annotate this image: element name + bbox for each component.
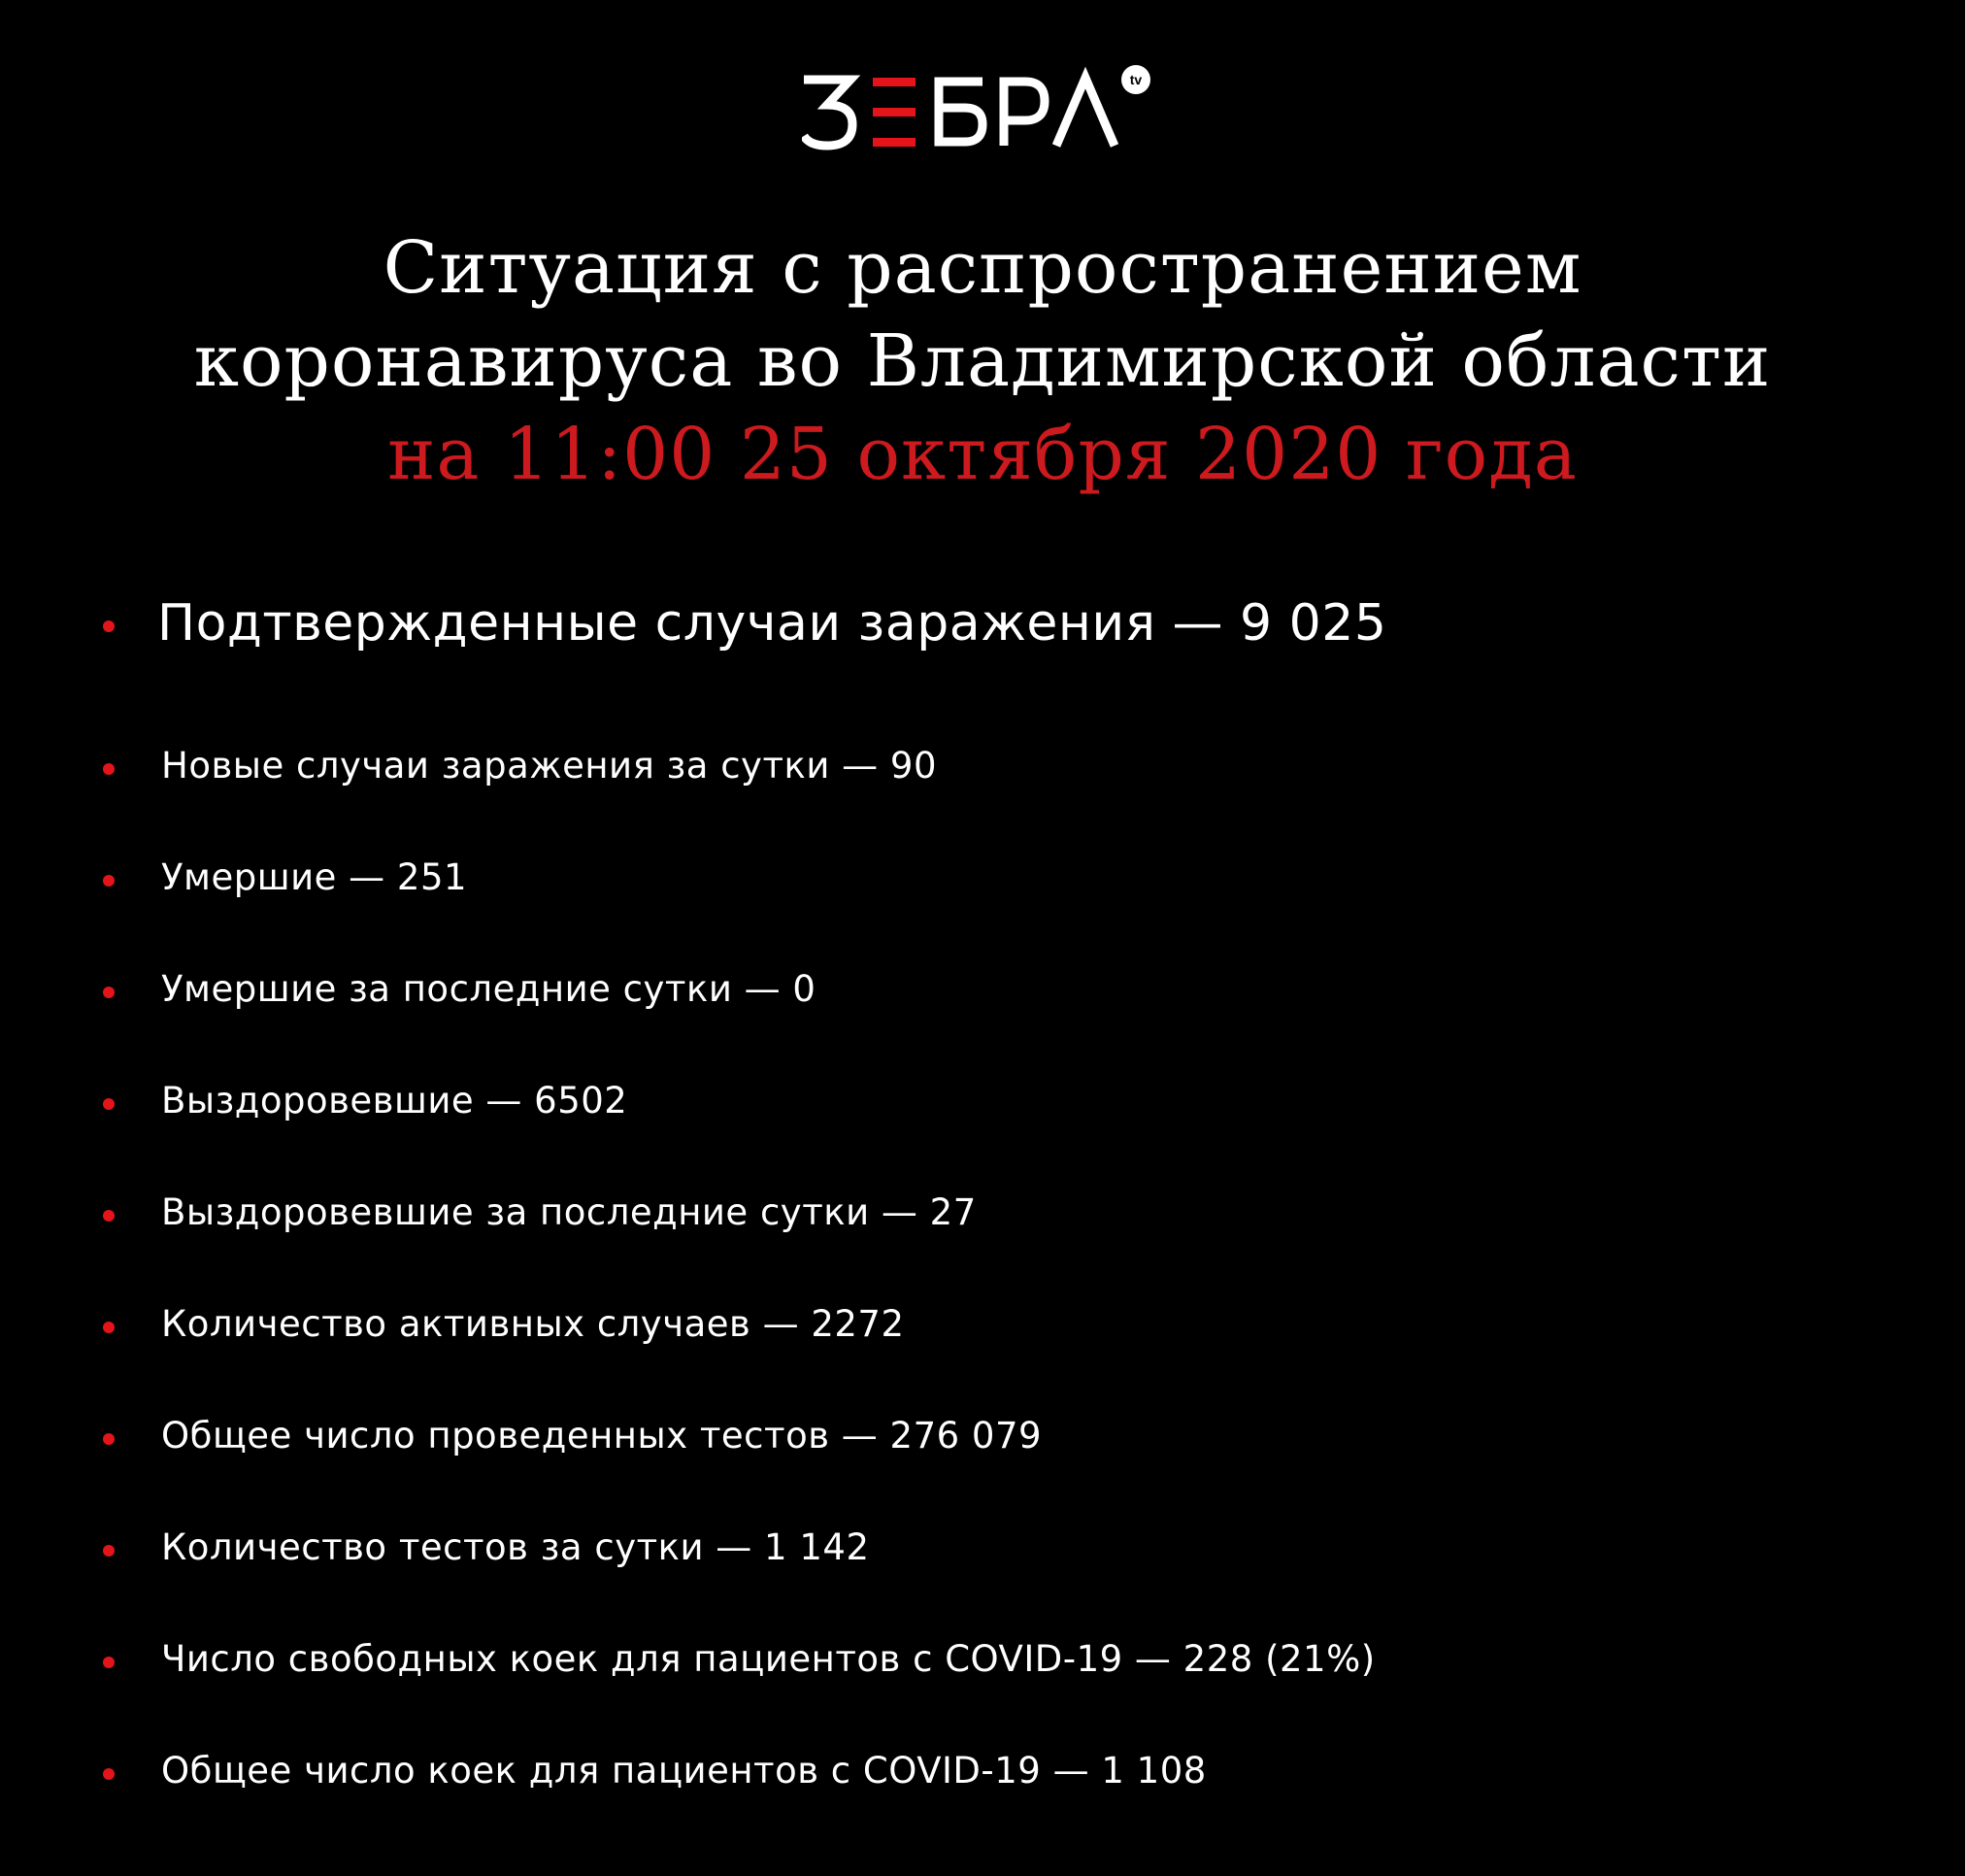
stat-total-tests: Общее число проведенных тестов — 276 079 [161, 1415, 1043, 1457]
stat-deaths: Умершие — 251 [161, 856, 468, 898]
stat-new-cases: Новые случаи заражения за сутки — 90 [161, 745, 937, 787]
list-item [0, 829, 1965, 941]
stat-recovered-daily: Выздоровевшие за последние сутки — 27 [161, 1191, 977, 1233]
list-item [0, 1388, 1965, 1499]
bullet-dot [103, 1322, 115, 1333]
zebra-tv-logo [802, 64, 1155, 151]
list-item [0, 1164, 1965, 1276]
headline [0, 221, 1965, 501]
list-item [0, 1276, 1965, 1388]
stat-recovered: Выздоровевшие — 6502 [161, 1080, 628, 1122]
list-item [0, 1053, 1965, 1164]
bullet-dot [103, 1545, 115, 1557]
headline-date: на 11:00 25 октября 2020 года [387, 413, 1578, 496]
bullet-dot [103, 1768, 115, 1780]
stats-list [0, 575, 1965, 1834]
bullet-dot [103, 1657, 115, 1668]
bullet-dot [103, 875, 115, 887]
stat-tests-daily: Количество тестов за сутки — 1 142 [161, 1526, 870, 1568]
list-item [0, 575, 1965, 718]
headline-line-1: Ситуация с распространением [383, 226, 1582, 310]
bullet-dot [103, 987, 115, 998]
list-item [0, 941, 1965, 1053]
stat-total-beds: Общее число коек для пациентов с COVID-19 — 1 108 [161, 1750, 1207, 1792]
bullet-dot [103, 763, 115, 775]
stat-deaths-daily: Умершие за последние сутки — 0 [161, 968, 816, 1010]
list-item [0, 718, 1965, 829]
bullet-dot [103, 1433, 115, 1445]
stat-free-beds: Число свободных коек для пациентов с COVID-19 — 228 (21%) [161, 1638, 1376, 1680]
stat-active-cases: Количество активных случаев — 2272 [161, 1303, 905, 1345]
bullet-dot [103, 1210, 115, 1222]
bullet-dot [103, 620, 115, 632]
headline-line-2: коронавируса во Владимирской области [193, 319, 1772, 403]
list-item [0, 1499, 1965, 1611]
svg-text:tv: tv [1129, 72, 1143, 87]
bullet-dot [103, 1098, 115, 1110]
list-item [0, 1723, 1965, 1834]
stat-confirmed: Подтвержденные случаи заражения — 9 025 [157, 594, 1387, 653]
list-item [0, 1611, 1965, 1723]
